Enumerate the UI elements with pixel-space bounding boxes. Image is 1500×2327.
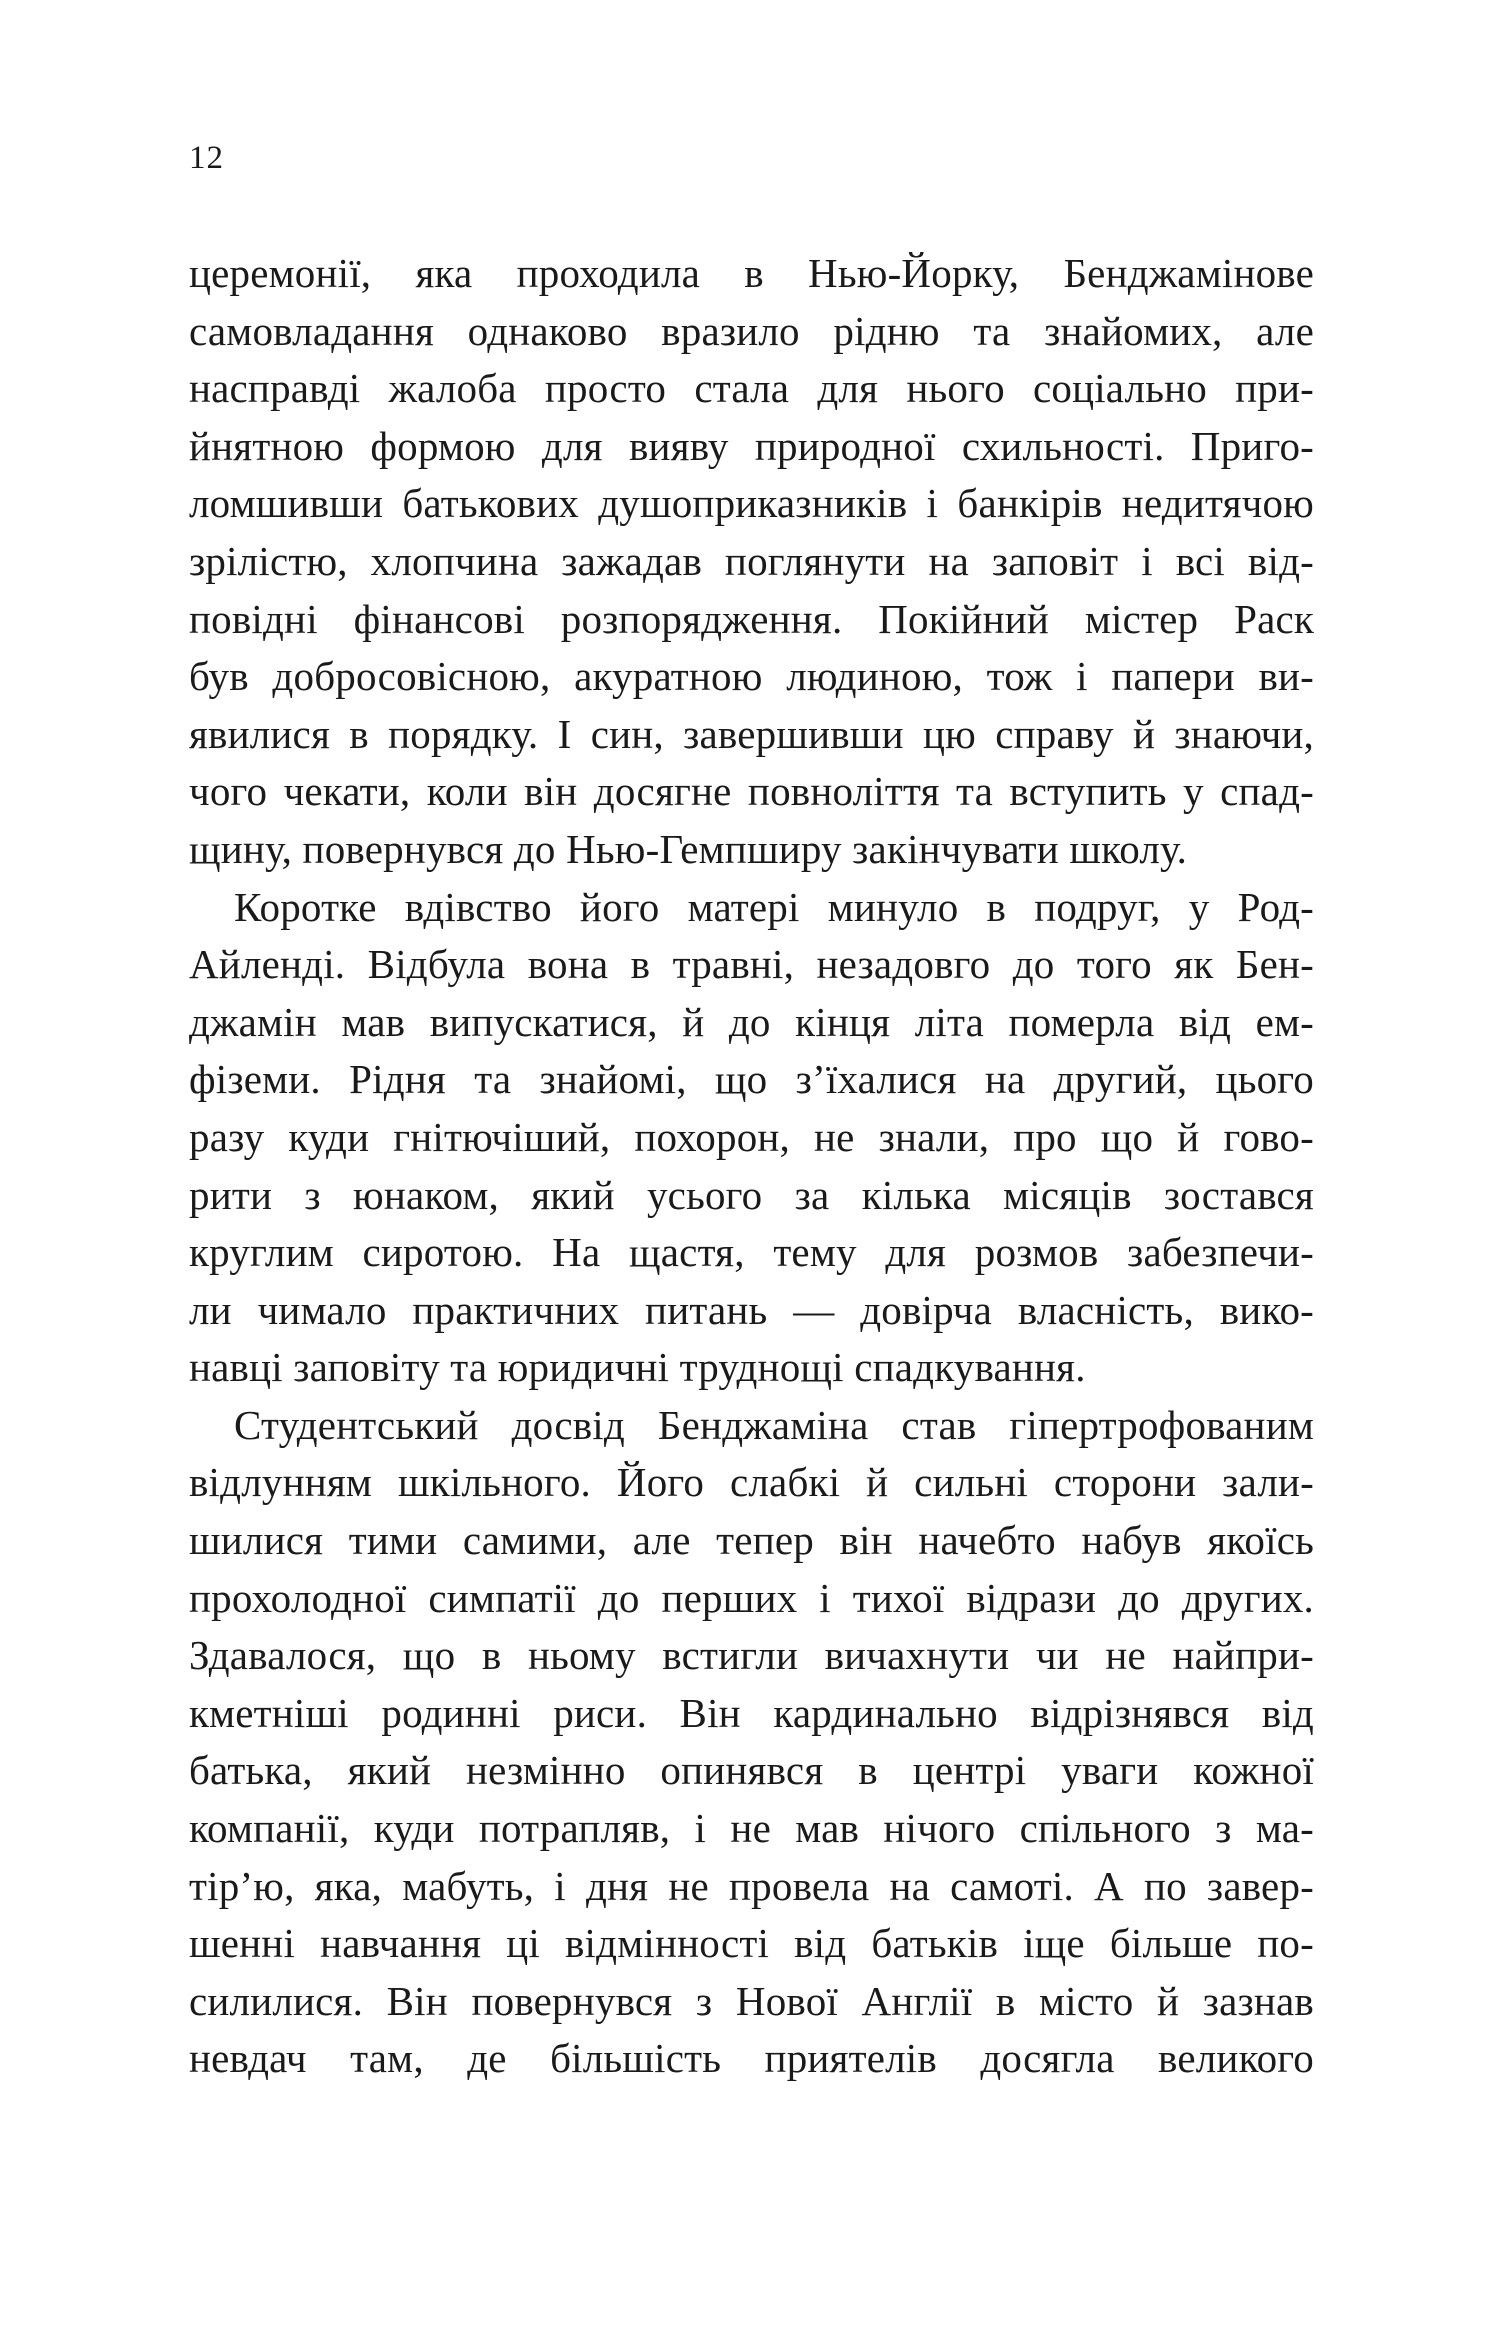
text-line: прохолодної симпатії до перших і тихої відрази до других. bbox=[189, 1574, 1314, 1621]
paragraph bbox=[189, 1397, 1314, 2088]
text-line: фіземи. Рідня та знайомі, що з’їхалися на другий, цього bbox=[189, 1056, 1314, 1103]
text-line: насправді жалоба просто стала для нього соціально при- bbox=[189, 365, 1314, 412]
text-line: кметніші родинні риси. Він кардинально відрізнявся від bbox=[189, 1689, 1314, 1736]
text-line: церемонії, яка проходила в Нью-Йорку, Бенджамінове bbox=[189, 250, 1314, 296]
text-line: ли чимало практичних питань — довірча власність, вико- bbox=[189, 1286, 1314, 1333]
text-line: Здавалося, що в ньому встигли вичахнути чи не найпри- bbox=[189, 1632, 1314, 1679]
text-line: був добросовісною, акуратною людиною, тож і папери ви- bbox=[189, 653, 1314, 700]
text-line: зрілістю, хлопчина зажадав поглянути на заповіт і всі від- bbox=[189, 537, 1314, 584]
text-line: Коротке вдівство його матері минуло в подруг, у Род- bbox=[234, 883, 1314, 930]
text-line: шенні навчання ці відмінності від батьків іще більше по- bbox=[189, 1920, 1314, 1967]
text-line: тір’ю, яка, мабуть, і дня не провела на самоті. А по завер- bbox=[189, 1862, 1314, 1909]
text-line: ломшивши батькових душоприказників і банкірів недитячою bbox=[189, 480, 1314, 527]
text-line: явилися в порядку. І син, завершивши цю справу й знаючи, bbox=[189, 710, 1314, 757]
text-line: компанії, куди потрапляв, і не мав нічого спільного з ма- bbox=[189, 1805, 1314, 1852]
text-line: щину, повернувся до Нью-Гемпширу закінчувати школу. bbox=[189, 825, 1188, 872]
text-line: рити з юнаком, який усього за кілька місяців зостався bbox=[189, 1171, 1314, 1218]
text-line: самовладання однаково вразило рідню та знайомих, але bbox=[189, 307, 1314, 354]
text-line: невдач там, де більшість приятелів досягла великого bbox=[189, 2035, 1314, 2082]
text-line: навці заповіту та юридичні труднощі спадкування. bbox=[189, 1344, 1086, 1391]
text-line: повідні фінансові розпорядження. Покійний містер Раск bbox=[189, 595, 1314, 642]
text-line: батька, який незмінно опинявся в центрі уваги кожної bbox=[189, 1747, 1314, 1794]
text-line: силилися. Він повернувся з Нової Англії в місто й зазнав bbox=[189, 1977, 1314, 2024]
paragraph bbox=[189, 879, 1314, 1397]
text-line: круглим сиротою. На щастя, тему для розмов забезпечи- bbox=[189, 1229, 1314, 1276]
paragraph bbox=[189, 245, 1314, 879]
text-line: джамін мав випускатися, й до кінця літа померла від ем- bbox=[189, 998, 1314, 1045]
text-line: Айленді. Відбула вона в травні, незадовго до того як Бен- bbox=[189, 941, 1314, 988]
page-number: 12 bbox=[189, 140, 224, 176]
body-text bbox=[189, 245, 1314, 2088]
text-line: чого чекати, коли він досягне повноліття та вступить у спад- bbox=[189, 768, 1314, 815]
text-line: разу куди гнітючіший, похорон, не знали, про що й гово- bbox=[189, 1113, 1314, 1160]
text-line: Студентський досвід Бенджаміна став гіпертрофованим bbox=[234, 1401, 1314, 1448]
text-line: шилися тими самими, але тепер він начебто набув якоїсь bbox=[189, 1517, 1314, 1564]
text-line: відлунням шкільного. Його слабкі й сильні сторони зали- bbox=[189, 1459, 1314, 1506]
text-line: йнятною формою для вияву природної схильності. Приго- bbox=[189, 422, 1314, 469]
